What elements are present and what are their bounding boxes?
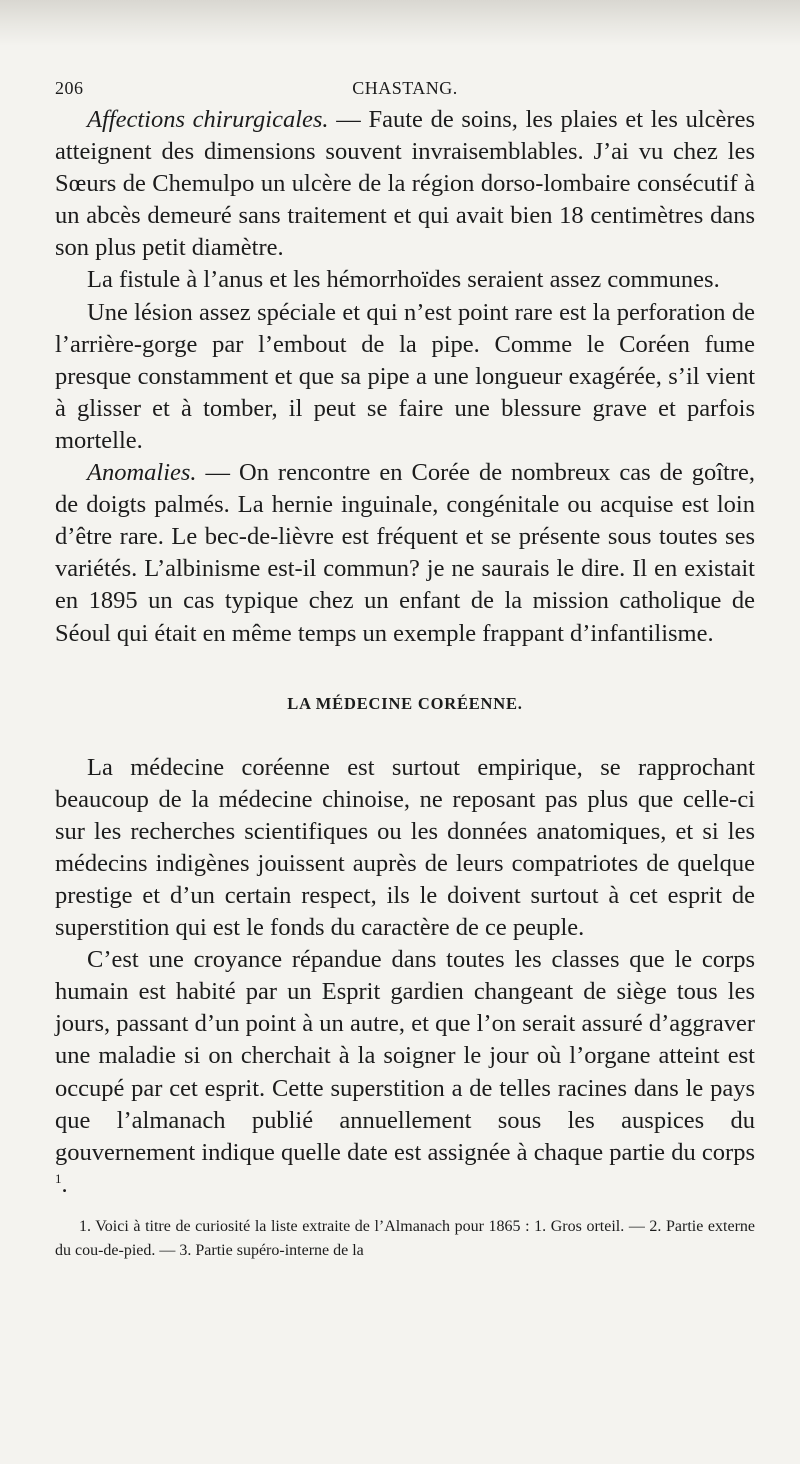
paragraph-guardian-spirit: [55, 944, 755, 1201]
paragraph-fistula: La fistule à l’anus et les hémorrhoïdes seraient assez communes.: [87, 266, 720, 294]
running-head: [55, 70, 755, 104]
paragraph-empirical-medicine: La médecine coréenne est surtout empirique, se rapprochant beaucoup de la médecine chinoise, ne reposant pas plus que celle-ci sur les recherches scientifiques ou les données anatomiques, et si les médecins indigènes jouissent auprès de leurs compatriotes de quelque prestige et d’un certain respect, ils le doivent surtout à cet esprit de superstition qui est le fonds du caractère de ce peuple.: [55, 753, 755, 942]
paragraph-pipe-lesion: Une lésion assez spéciale et qui n’est point rare est la perforation de l’arrière-gorge par l’embout de la pipe. Comme le Coréen fume presque constamment et que sa pipe a une longueur exagérée, s’il vient à glisser et à tomber, il peut se faire une blessure grave et parfois mortelle.: [55, 298, 755, 454]
lead-anomalies: Anomalies.: [87, 459, 197, 487]
section-heading: LA MÉDECINE CORÉENNE.: [287, 693, 523, 713]
footnote-reference: 1: [55, 1170, 62, 1186]
section-surgical: [55, 104, 755, 650]
paragraph-surgical-affections: [55, 104, 755, 264]
paragraph-text: C’est une croyance répandue dans toutes les classes que le corps humain est habité par un Esprit gardien changeant de siège tous les jours, passant d’un point à un autre, et que l’on serait assuré d’aggraver une maladie si on cherchait à la soigner le jour où l’organe atteint est occupé par cet esprit. Cette superstition a de telles racines dans le pays que l’almanach publié annuellement sous les auspices du gouvernement indique quelle date est assignée à chaque partie du corps: [55, 946, 755, 1166]
footnote: 1. Voici à titre de curiosité la liste extraite de l’Almanach pour 1865 : 1. Gros orteil. — 2. Partie externe du cou-de-pied. — 3. Partie supéro-interne de la: [55, 1217, 755, 1259]
paragraph-anomalies: [55, 457, 755, 650]
paragraph-text: — Faute de soins, les plaies et les ulcères atteignent des dimensions souvent invraisemblables. J’ai vu chez les Sœurs de Chemulpo un ulcère de la région dorso-lombaire consécutif à un abcès demeuré sans traitement et qui avait bien 18 centimètres dans son plus petit diamètre.: [55, 106, 755, 262]
lead-surgical-affections: Affections chirurgicales.: [87, 106, 329, 133]
paragraph-end: .: [61, 1170, 68, 1198]
header-title: CHASTANG.: [352, 78, 458, 98]
section-korean-medicine: [55, 752, 755, 1201]
book-page: [55, 70, 755, 1263]
page-number: 206: [55, 78, 84, 98]
page-top-edge: [0, 0, 800, 46]
paragraph-text: — On rencontre en Corée de nombreux cas de goître, de doigts palmés. La hernie inguinale, congénitale ou acquise est loin d’être rare. Le bec-de-lièvre est fréquent et se présente sous toutes ses variétés. L’albinisme est-il commun? je ne saurais le dire. Il en existait en 1895 un cas typique chez un enfant de la mission catholique de Séoul qui était en même temps un exemple frappant d’infantilisme.: [55, 459, 755, 647]
